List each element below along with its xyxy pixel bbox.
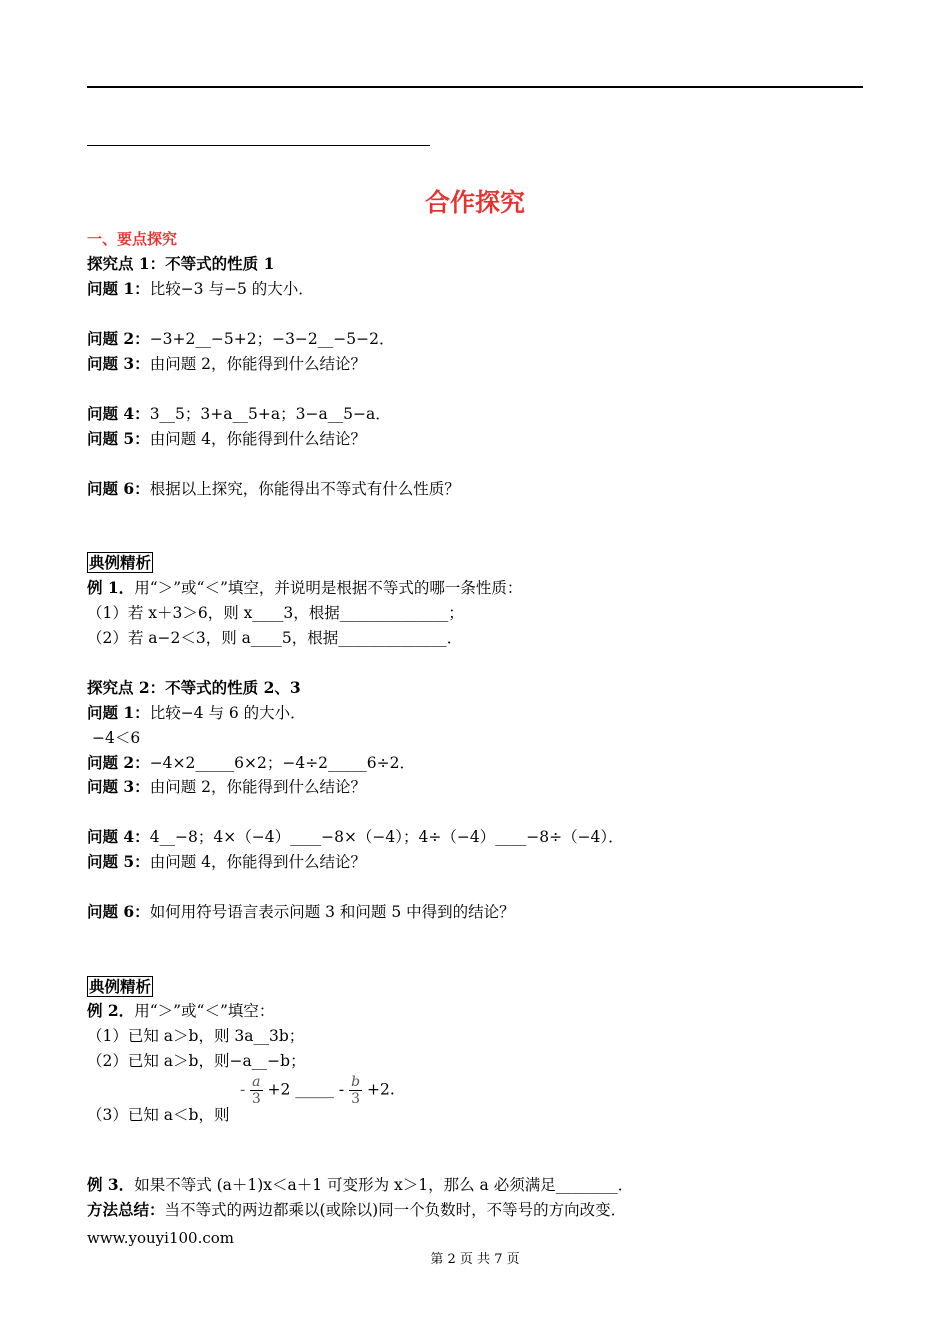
example-2-line-2: （2）已知 a＞b，则−a__−b；: [87, 1052, 306, 1070]
p2-question-5: 问题 5：由问题 4，你能得到什么结论？: [87, 852, 366, 871]
p2-question-2: 问题 2：−4×2_____6×2；−4÷2_____6÷2．: [87, 753, 416, 772]
example-2: 例 2．用“＞”或“＜”填空：: [87, 1001, 275, 1020]
explore-point-1-heading: 探究点 1：不等式的性质 1: [87, 254, 275, 273]
example-box-2: 典例精析: [89, 977, 152, 996]
p2-question-1-answer: −4＜6: [92, 729, 141, 747]
fraction-a-over-3: $\frac{a}{3}$: [251, 1074, 261, 1107]
example-1: 例 1．用“＞”或“＜”填空，并说明是根据不等式的哪一条性质：: [87, 578, 523, 597]
p2-question-1: 问题 1：比较−4 与 6 的大小．: [87, 703, 306, 722]
page-title: 合作探究: [424, 188, 525, 217]
example-2-line-1: （1）已知 a＞b，则 3a__3b；: [87, 1027, 305, 1045]
example-1-line-2: （2）若 a−2＜3，则 a____5，根据______________．: [87, 629, 463, 647]
footer-url: www.youyi100.com: [87, 1229, 234, 1247]
p1-question-3: 问题 3：由问题 2，你能得到什么结论？: [87, 354, 366, 373]
example-3: 例 3．如果不等式 (a＋1)x＜a＋1 可变形为 x＞1，那么 a 必须满足________．: [87, 1175, 634, 1194]
footer-page-number: 第 2 页 共 7 页: [430, 1252, 520, 1267]
p1-question-5: 问题 5：由问题 4，你能得到什么结论？: [87, 429, 366, 448]
example-1-line-1: （1）若 x＋3＞6，则 x____3，根据______________；: [87, 604, 464, 622]
p1-question-1: 问题 1：比较−3 与−5 的大小．: [87, 279, 314, 298]
example-2-expression: - $\frac{a}{3}$ +2 _____ - $\frac{b}{3}$ +2.: [240, 1074, 395, 1107]
example-2-line-3: （3）已知 a＜b，则: [87, 1106, 230, 1124]
method-summary: 方法总结：当不等式的两边都乘以(或除以)同一个负数时，不等号的方向改变．: [87, 1200, 627, 1219]
header-rule: [87, 86, 863, 88]
fraction-b-over-3: $\frac{b}{3}$: [351, 1074, 361, 1107]
p2-question-4: 问题 4：4__−8；4×（−4）____−8×（−4）；4÷（−4）____−8÷（−4）．: [87, 827, 624, 846]
explore-point-2-heading: 探究点 2：不等式的性质 2、3: [87, 678, 301, 697]
example-box-1: 典例精析: [89, 553, 152, 572]
section-heading: 一、要点探究: [87, 230, 178, 248]
p2-question-3: 问题 3：由问题 2，你能得到什么结论？: [87, 777, 366, 796]
p1-question-6: 问题 6：根据以上探究，你能得出不等式有什么性质？: [87, 479, 460, 498]
p1-question-4: 问题 4：3__5；3+a__5+a；3−a__5−a．: [87, 404, 391, 423]
header-short-rule: [87, 145, 430, 146]
p1-question-2: 问题 2：−3+2__−5+2；−3−2__−5−2．: [87, 329, 395, 348]
p2-question-6: 问题 6：如何用符号语言表示问题 3 和问题 5 中得到的结论？: [87, 902, 515, 921]
